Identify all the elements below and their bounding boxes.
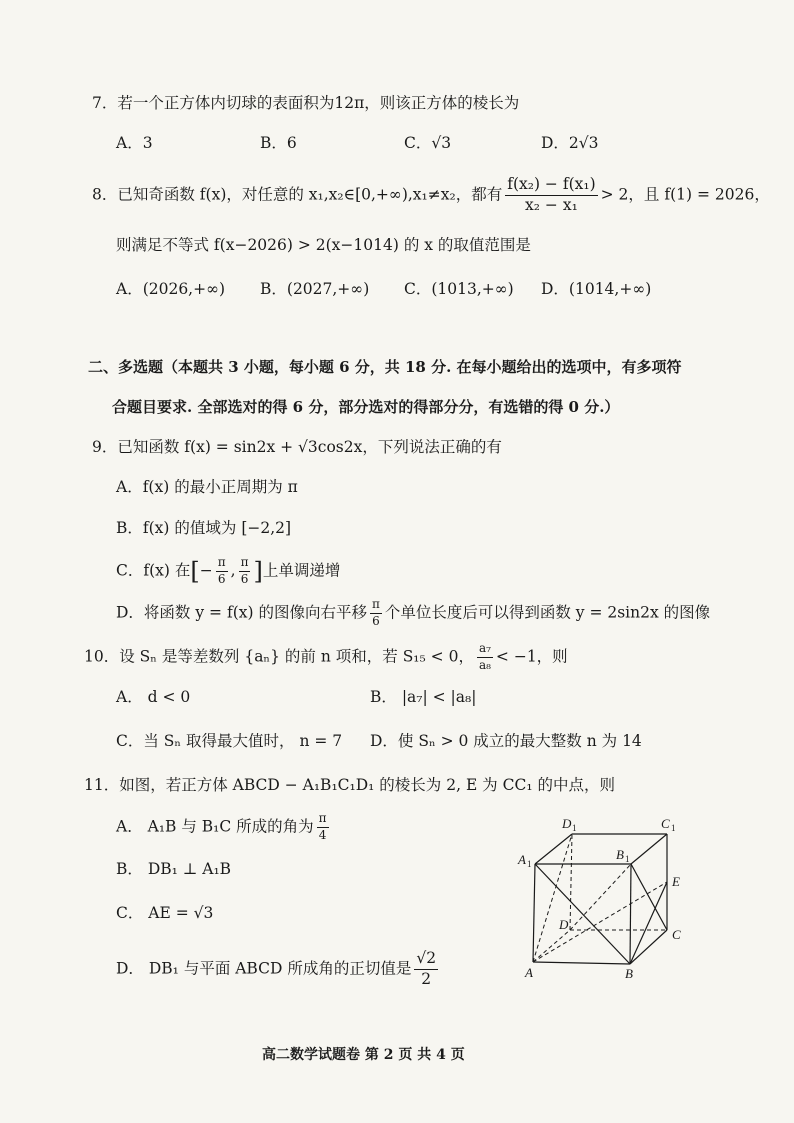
q7-option-d: D．2√3 xyxy=(541,134,599,152)
q8-option-d: D．(1014,+∞) xyxy=(541,280,652,298)
q8-fraction-den: x₂ − x₁ xyxy=(525,195,578,214)
q9-c-frac1 xyxy=(216,556,228,587)
q9-option-c-post: 上单调递增 xyxy=(262,561,341,580)
q9-c-frac2 xyxy=(239,556,251,587)
q9-d-frac xyxy=(370,598,382,629)
label-a1-sub: 1 xyxy=(527,859,532,869)
label-c1: C xyxy=(661,816,670,831)
q10-fraction-num: a₇ xyxy=(477,642,493,658)
q10-fraction-den: a₈ xyxy=(478,657,491,672)
q9-option-d-pre: D．将函数 y = f(x) 的图像向右平移 xyxy=(116,603,367,622)
edge-a-d xyxy=(533,930,570,962)
q11-stem: 11．如图，若正方体 ABCD − A₁B₁C₁D₁ 的棱长为 2, E 为 CC₁ 的中点，则 xyxy=(84,776,615,794)
q9-option-c: C．f(x) 在[− $\frac{\pi}{6}$ , $\frac{\pi}{6}$ ]上单调递增 xyxy=(116,555,341,586)
line-a-d1 xyxy=(533,834,572,962)
q11-option-c: C． AE = √3 xyxy=(116,904,214,922)
interval-close-bracket: ] xyxy=(253,557,263,586)
q10-option-d: D．使 Sₙ > 0 成立的最大整数 n 为 14 xyxy=(370,732,642,750)
edge-b-c xyxy=(630,930,667,964)
edge-b-b1 xyxy=(630,864,631,964)
q7-option-b: B．6 xyxy=(260,134,297,152)
q9-option-c-pre: C．f(x) 在 xyxy=(116,561,191,580)
q8-option-b: B．(2027,+∞) xyxy=(260,280,370,298)
q9-stem: 9．已知函数 f(x) = sin2x + √3cos2x，下列说法正确的有 xyxy=(92,438,502,456)
q9-c-frac2-den: 6 xyxy=(240,571,249,586)
q7-option-a: A．3 xyxy=(116,134,153,152)
label-c1-sub: 1 xyxy=(671,823,676,833)
q11-a-frac-num: π xyxy=(317,812,329,828)
q9-d-frac-den: 6 xyxy=(372,613,380,628)
line-a1-b xyxy=(535,864,630,964)
section2-heading-line2: 合题目要求. 全部选对的得 6 分，部分选对的得部分分，有选错的得 0 分.） xyxy=(112,398,620,416)
cube-figure xyxy=(515,812,690,984)
label-b: B xyxy=(625,966,633,981)
label-d: D xyxy=(559,917,569,932)
q11-option-d-pre: D． DB₁ 与平面 ABCD 所成角的正切值是 xyxy=(116,959,412,978)
q10-option-b: B． |a₇| < |a₈| xyxy=(370,688,477,706)
label-e: E xyxy=(672,874,680,889)
label-d1: D xyxy=(562,816,572,831)
line-d-b1 xyxy=(570,864,631,930)
q8-stem-pre: 8．已知奇函数 f(x)，对任意的 x₁,x₂∈[0,+∞),x₁≠x₂，都有 xyxy=(92,185,503,204)
q11-option-a xyxy=(116,812,332,843)
q11-option-d xyxy=(116,950,441,989)
q11-d-frac-den: 2 xyxy=(421,969,432,988)
line-b1-c xyxy=(631,864,667,930)
q9-c-frac2-num: π xyxy=(239,556,251,572)
edge-d-d1 xyxy=(570,834,572,930)
edge-a1-d1 xyxy=(535,834,572,864)
q10-option-a: A． d < 0 xyxy=(116,688,191,706)
q9-option-a: A．f(x) 的最小正周期为 π xyxy=(116,478,298,496)
label-b1-sub: 1 xyxy=(625,854,630,864)
page-footer: 高二数学试题卷 第 2 页 共 4 页 xyxy=(262,1047,465,1063)
q11-d-frac xyxy=(414,950,438,989)
q8-fraction xyxy=(505,176,597,215)
interval-open-bracket: [ xyxy=(190,557,200,586)
section2-heading: 二、多选题（本题共 3 小题，每小题 6 分，共 18 分. 在每小题给出的选项中，有多项符 xyxy=(88,358,682,376)
q9-option-b: B．f(x) 的值域为 [−2,2] xyxy=(116,519,292,537)
q10-stem xyxy=(84,642,568,673)
q8-option-a: A．(2026,+∞) xyxy=(116,280,226,298)
label-a: A xyxy=(525,965,533,980)
edge-a-a1 xyxy=(533,864,535,962)
edge-a-b xyxy=(533,962,630,964)
q7-stem: 7．若一个正方体内切球的表面积为12π，则该正方体的棱长为 xyxy=(92,94,520,112)
q10-option-c: C．当 Sₙ 取得最大值时， n = 7 xyxy=(116,732,343,750)
q9-d-frac-num: π xyxy=(370,598,382,614)
label-b1: B xyxy=(616,847,624,862)
label-c: C xyxy=(672,927,681,942)
q11-option-a-pre: A． A₁B 与 B₁C 所成的角为 xyxy=(116,817,314,836)
q8-line2: 则满足不等式 f(x−2026) > 2(x−1014) 的 x 的取值范围是 xyxy=(116,236,531,254)
q7-option-c: C．√3 xyxy=(404,134,452,152)
q8-stem-post: > 2，且 f(1) = 2026， xyxy=(600,185,770,204)
q11-a-frac-den: 4 xyxy=(318,827,327,842)
edge-b1-c1 xyxy=(631,834,667,864)
q9-c-frac1-den: 6 xyxy=(217,571,226,586)
q11-a-frac xyxy=(317,812,329,843)
q9-option-d-post: 个单位长度后可以得到函数 y = 2sin2x 的图像 xyxy=(384,603,711,622)
q11-d-frac-num: √2 xyxy=(414,950,438,970)
q11-option-b: B． DB₁ ⊥ A₁B xyxy=(116,860,232,878)
q10-fraction xyxy=(477,642,493,673)
label-a1: A xyxy=(518,852,526,867)
label-d1-sub: 1 xyxy=(572,823,577,833)
q10-stem-pre: 10．设 Sₙ 是等差数列 {aₙ} 的前 n 项和，若 S₁₅ < 0， xyxy=(84,647,474,666)
q8-fraction-num: f(x₂) − f(x₁) xyxy=(505,176,597,196)
q8-option-c: C．(1013,+∞) xyxy=(404,280,514,298)
q9-option-d xyxy=(116,598,710,629)
q10-stem-post: < −1，则 xyxy=(495,647,568,666)
q9-c-frac1-num: π xyxy=(216,556,228,572)
q8-stem xyxy=(92,176,770,215)
line-b-e xyxy=(630,882,667,964)
